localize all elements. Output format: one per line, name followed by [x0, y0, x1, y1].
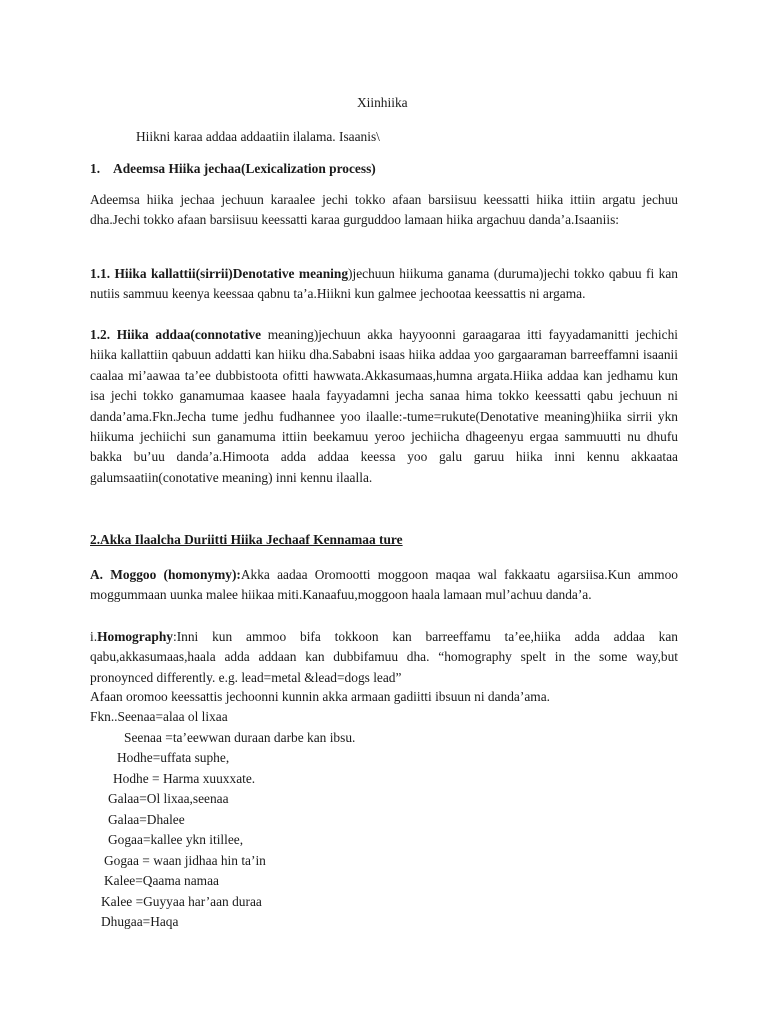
example-line: Kalee=Qaama namaa — [104, 873, 219, 888]
example-line: Kalee =Guyyaa har’aan duraa — [101, 894, 262, 909]
document-title: Xiinhiika — [357, 95, 408, 110]
subsection-1-2-heading: 1.2. Hiika addaa(connotative — [90, 327, 262, 342]
section-1-heading — [90, 161, 376, 177]
homonymy-paragraph — [90, 565, 678, 606]
homonymy-heading: A. Moggoo (homonymy): — [90, 567, 241, 582]
subsection-1-1-body: )jechuun hiikuma ganama (duruma)jechi tokko qabuu fi kan nutiis sammuu keenya keessaa qabnu ta’a.Hiikni kun galmee jechootaa keessattis ni argama. — [90, 266, 678, 302]
example-line: Gogaa = waan jidhaa hin ta’in — [104, 853, 266, 868]
example-line: Dhugaa=Haqa — [101, 914, 179, 929]
homography-body: :Inni kun ammoo bifa tokkoon kan barreeffamu ta’ee,hiika adda addaa kan qabu,akkasumaas,haala adda addaan kan dubbifamuu dha. “homography spelt in the some way,but pronoynced differently. e.g. lead=metal &lead=dogs lead” — [90, 629, 678, 685]
example-line: Galaa=Ol lixaa,seenaa — [108, 791, 229, 806]
section-2-title: 2.Akka Ilaalcha Duriitti Hiika Jechaaf Kennamaa ture — [90, 532, 403, 547]
section-2-heading — [90, 532, 403, 548]
homonymy-body: Akka aadaa Oromootti moggoon maqaa wal fakkaatu agarsiisa.Kun ammoo moggummaan uunka malee hiikaa miti.Kanaafuu,moggoon haala lamaan mul’achuu danda’a. — [90, 567, 678, 603]
example-line: Hodhe=uffata suphe, — [117, 750, 230, 765]
example-line: Hodhe = Harma xuuxxate. — [113, 771, 256, 786]
section-1-paragraph: Adeemsa hiika jechaa jechuun karaalee jechi tokko afaan barsiisuu keessatti hiika ittiin argatu jechuu dha.Jechi tokko afaan barsiisuu keessatti karaa gurguddoo lamaan hiika argachuu danda’a.Isaaniis: — [90, 192, 678, 228]
homography-last-line: Afaan oromoo keessattis jechoonni kunnin akka armaan gadiitti ibsuun ni danda’ama. — [90, 689, 550, 704]
homography-paragraph — [90, 627, 678, 688]
homography-heading: Homography — [97, 629, 173, 644]
section-1-number: 1. — [90, 161, 101, 176]
subsection-1-2-paragraph — [90, 325, 678, 488]
example-line: Galaa=Dhalee — [108, 812, 185, 827]
example-line: Gogaa=kallee ykn itillee, — [108, 832, 244, 847]
homography-marker: i. — [90, 629, 98, 644]
section-1-title: Adeemsa Hiika jechaa(Lexicalization process) — [113, 161, 376, 176]
subsection-1-1-paragraph — [90, 264, 678, 305]
example-line: Seenaa =ta’eewwan duraan darbe kan ibsu. — [124, 730, 356, 745]
example-line: Fkn..Seenaa=alaa ol lixaa — [90, 709, 228, 724]
intro-line: Hiikni karaa addaa addaatiin ilalama. Isaanis\ — [136, 129, 380, 144]
subsection-1-1-heading: 1.1. Hiika kallattii(sirrii)Denotative meaning — [90, 266, 349, 281]
subsection-1-2-body: meaning)jechuun akka hayyoonni garaagaraa itti fayyadamanitti jechichi hiika kallattiin qabuun addatti kan hiiku dha.Sababni isaas hiika addaa yoo gargaaraman barreeffamni isaanii caalaa mi’aawaa ta’ee dubbistoota ofitti hawwata.Akkasumaas,humna argata.Hiika addaa kan jedhamu kun isa jechi tokko ganamumaa kaasee haala fayyadamni jecha sanaa hima tokko keessatti qabu jechuun ni danda’ama.Fkn.Jecha tume jedhu fudhannee yoo ilaalle:-tume=rukute(Denotative meaning)hiika sirrii ykn hiikuma jechiichi sun ganamuma ittiin beekamuu yeroo jechiicha dhageenyu ergaa sammuutti nu dhufu bakka bu’uu danda’a.Himoota adda addaa keessa yoo galu garuu hiika inni kennu akkaataa galumsaatiin(conotative meaning) inni kennu ilaalla. — [90, 327, 679, 485]
